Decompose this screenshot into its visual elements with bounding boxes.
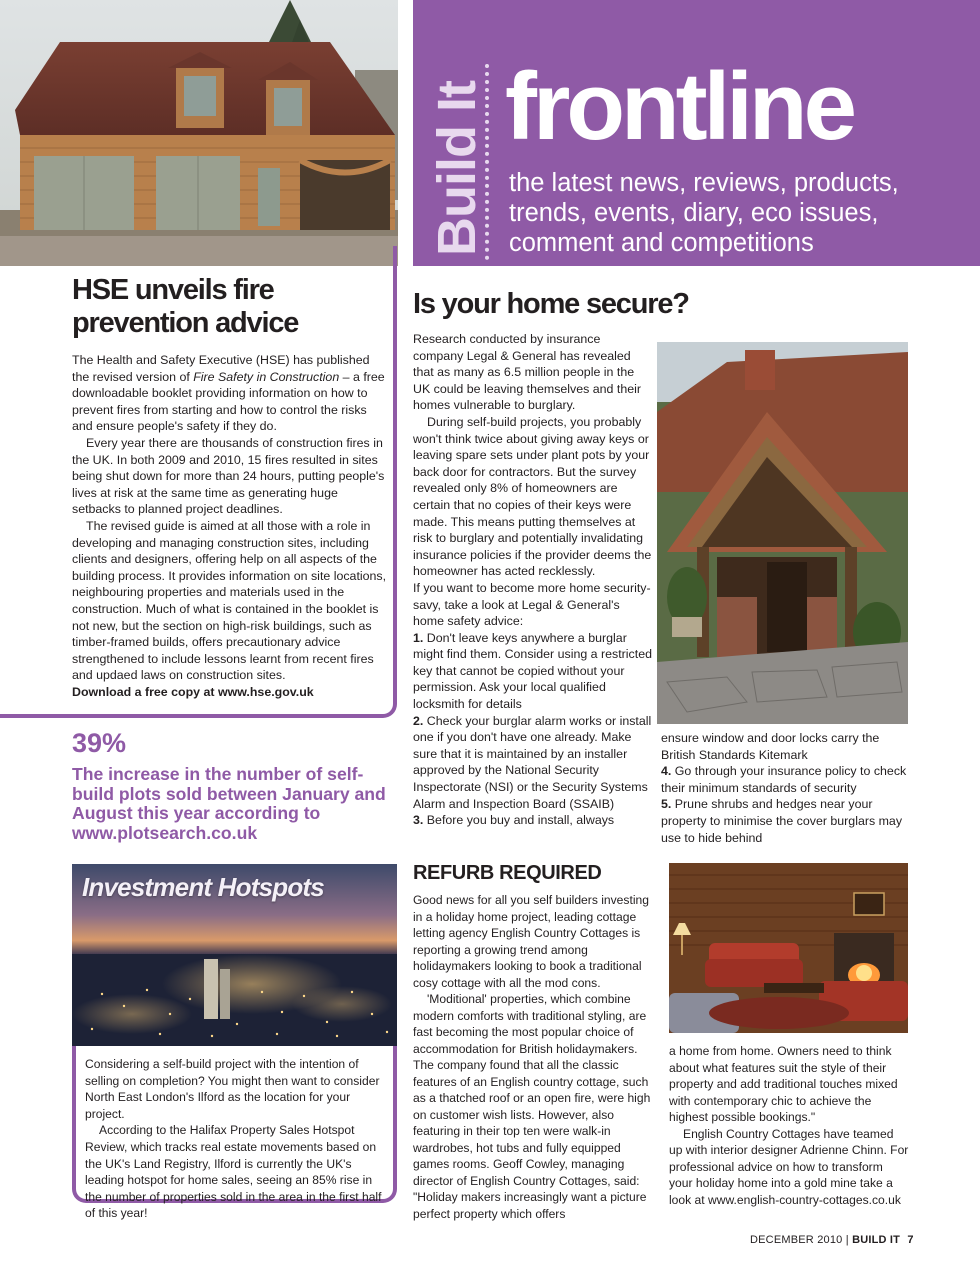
booklet-title: Fire Safety in Construction [193,369,340,384]
security-tip-4: 4. Go through your insurance policy to check their minimum standards of security [661,764,907,795]
hse-paragraph-1: The Health and Safety Executive (HSE) has published the revised version of Fire Safety in Construction – a free downloadable booklet providing information on how to prevent fires from starting and how to control the risks and ensure people's safety if they do. [72,353,385,434]
stat-description: The increase in the number of self-build plots sold between January and August this year according to www.plotsearch.co.uk [72,764,386,843]
secure-article-body [413,331,653,829]
refurb-headline: REFURB REQUIRED [413,862,602,884]
page-footer [750,1234,914,1246]
section-subtitle: the latest news, reviews, products, trends, events, diary, eco issues, comment and competitions [509,169,899,257]
refurb-paragraph-2: 'Moditional' properties, which combine modern comforts with traditional styling, are fast becoming the most popular choice of accommodation for British holidaymakers. The company found that all the classic features of an English country cottage, such as a thatched roof or an open fire, were high on customer wish lists. However, also featuring in their top ten were walk-in wardrobes, hot tubs and fully equipped games rooms. Geoff Cowley, managing director of English Country Cottages, said: "Holiday makers increasingly want a picture perfect property which offers [413,992,651,1221]
hse-paragraph-2: Every year there are thousands of construction fires in the UK. In both 2009 and 2010, 15 fires resulted in sites being shut down for more than 24 hours, putting people's lives at risk at the same time as generating huge setbacks to planned project deadlines. [72,435,385,517]
secure-paragraph-3: If you want to become more home security-savy, take a look at Legal & General's home safety advice: [413,580,651,629]
investment-paragraph-1: Considering a self-build project with the intention of selling on completion? You might then want to consider North East London's Ilford as the location for your project. [85,1057,380,1121]
security-tip-3-continued: ensure window and door locks carry the British Standards Kitemark [661,731,880,762]
dotted-divider [485,64,489,260]
refurb-article-body-continued [669,1043,909,1208]
hse-download-link[interactable]: Download a free copy at www.hse.gov.uk [72,684,314,699]
frontline-header [413,0,980,266]
security-tip-5: 5. Prune shrubs and hedges near your property to minimise the cover burglars may use to hide behind [661,797,903,845]
secure-headline: Is your home secure? [413,288,689,320]
refurb-article-body [413,892,653,1222]
investment-headline: Investment Hotspots [82,872,324,902]
security-tip-1: 1. Don't leave keys anywhere a burglar might find them. Consider using a restricted key that cannot be copied without your permission. Ask your local qualified locksmith for details [413,630,652,712]
investment-paragraph-2: According to the Halifax Property Sales Hotspot Review, which tracks real estate movements based on the UK's Land Registry, Ilford is currently the UK's leading hotspot for home sales, seeing an 85% rise in the number of properties sold in the area in the first half of this year! [85,1123,382,1221]
magazine-name: BUILD IT [852,1234,901,1246]
porch-photo [657,342,908,724]
cottage-interior-photo [669,863,908,1033]
hse-paragraph-3: The revised guide is aimed at all those with a role in developing and managing construction sites, including clients and designers, offering help on all aspects of the building process. It provides information on site locations, neighbouring properties and materials used in the construction. Much of what is contained in the booklet is not new, but the section on high-risk buildings, such as timber-framed builds, offers precautionary advice strengthened to include lessons learnt from recent fires and updaed laws on construction sites. [72,518,387,683]
garage-photo [0,0,398,266]
security-tip-3: 3. Before you buy and install, always [413,813,615,828]
refurb-paragraph-2-continued: a home from home. Owners need to think about what features suit the style of their property and add traditional touches mixed with contemporary chic to achieve the highest possible bookings." [669,1044,898,1124]
investment-article-body [85,1056,388,1222]
hse-article-body [72,352,390,700]
secure-paragraph-2: During self-build projects, you probably won't think twice about giving away keys or leaving spare sets under plant pots by your back door for contractors. But the survey revealed only 8% of homeowners are certain that no copies of their keys were made. This means putting themselves at risk to burglary and potentially invalidating insurance policies if the provider deems the homeowner has acted recklessly. [413,414,652,579]
hse-headline: HSE unveils fire prevention advice [72,274,299,339]
refurb-paragraph-3: English Country Cottages have teamed up with interior designer Adrienne Chinn. For professional advice on how to transform your holiday home into a gold mine take a look at www.english-country-cottages.co.uk [669,1126,909,1207]
secure-article-body-continued [661,730,911,846]
build-it-brand: Build It [427,81,487,256]
secure-paragraph-1: Research conducted by insurance company Legal & General has revealed that as many as 6.5 million people in the UK could be leaving themselves and their homes vulnerable to burglary. [413,332,641,413]
stat-number: 39% [72,728,127,758]
page-number: 7 [907,1234,914,1246]
security-tip-2: 2. Check your burglar alarm works or install one if you don't have one already. Make sure that it is maintained by an installer approved by the National Security Inspectorate (NSI) or the Security Systems Alarm and Inspection Board (SSAIB) [413,713,652,811]
refurb-paragraph-1: Good news for all you self builders investing in a holiday home project, leading cottage letting agency English Country Cottages is reporting a growing trend among holidaymakers looking to book a traditional cosy cottage with all the mod cons. [413,893,649,990]
section-title: frontline [505,53,853,160]
issue-date: DECEMBER 2010 | [750,1234,849,1246]
